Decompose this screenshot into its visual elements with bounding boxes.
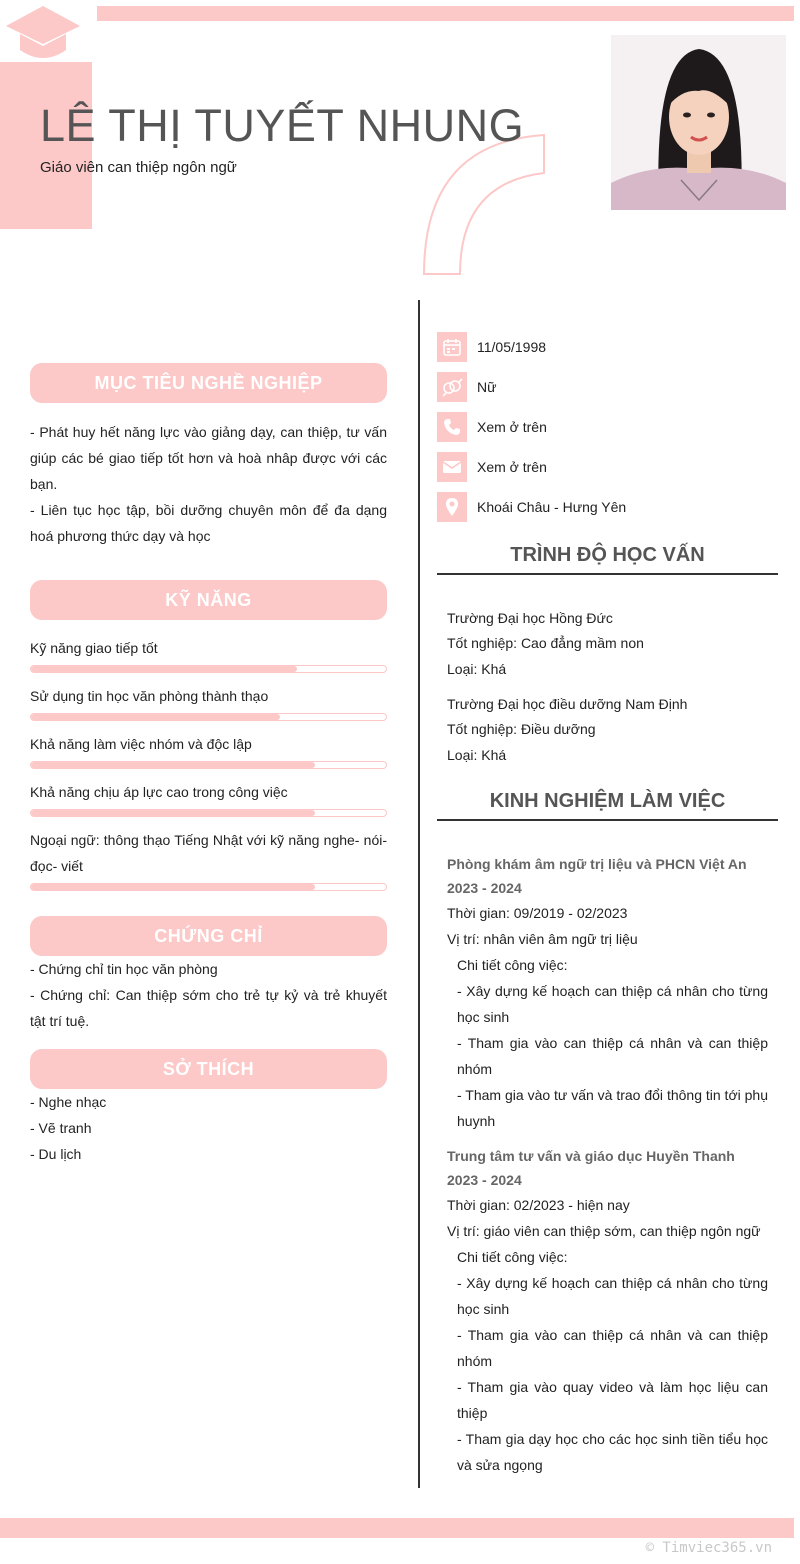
experience-rule: [437, 819, 778, 821]
experience-years: 2023 - 2024: [447, 1172, 522, 1188]
certificate-line-1: - Chứng chỉ tin học văn phòng: [30, 961, 218, 977]
objective-line-1: - Phát huy hết năng lực vào giảng dạy, can thiệp, tư vấn giúp các bé giao tiếp tốt hơn và hoà nhâp được với các bạn.: [30, 424, 387, 492]
experience-years: 2023 - 2024: [447, 880, 522, 896]
experience-time: Thời gian: 09/2019 - 02/2023: [447, 905, 628, 921]
contact-text: Khoái Châu - Hưng Yên: [477, 499, 627, 515]
skill-bar-5: [30, 883, 387, 891]
calendar-icon: [437, 332, 467, 362]
contact-text: 11/05/1998: [477, 339, 547, 355]
experience-detail: - Tham gia vào quay video và làm học liệu can thiệp: [457, 1379, 768, 1421]
hobby-line-3: - Du lịch: [30, 1146, 82, 1162]
gender-icon: [437, 372, 467, 402]
experience-detail: - Tham gia vào can thiệp cá nhân và can thiệp nhóm: [457, 1035, 768, 1077]
experience-position: Vị trí: nhân viên âm ngữ trị liệu: [447, 931, 638, 947]
experience-detail: - Xây dựng kế hoạch can thiệp cá nhân cho từng học sinh: [457, 983, 768, 1025]
hobby-line-2: - Vẽ tranh: [30, 1120, 92, 1136]
experience-company: Trung tâm tư vấn và giáo dục Huyền Thanh: [447, 1148, 735, 1164]
skill-bar-2: [30, 713, 387, 721]
hobby-line-1: - Nghe nhạc: [30, 1094, 107, 1110]
skill-label-5: Ngoại ngữ: thông thạo Tiếng Nhật với kỹ năng nghe- nói- đọc- viết: [30, 832, 387, 874]
email-icon: [437, 452, 467, 482]
experience-details-label: Chi tiết công việc:: [457, 1249, 568, 1265]
experience-company: Phòng khám âm ngữ trị liệu và PHCN Việt An: [447, 856, 747, 872]
education-school: Trường Đại học điều dưỡng Nam Định: [447, 696, 688, 712]
experience-position: Vị trí: giáo viên can thiệp sớm, can thiệp ngôn ngữ: [447, 1223, 761, 1239]
hobbies-heading: SỞ THÍCH: [30, 1049, 387, 1089]
contact-gender: [437, 372, 496, 402]
arc-decoration: [420, 133, 548, 278]
skill-label-2: Sử dụng tin học văn phòng thành thạo: [30, 688, 269, 704]
skill-label-4: Khả năng chịu áp lực cao trong công việc: [30, 784, 288, 800]
education-school: Trường Đại học Hồng Đức: [447, 610, 613, 626]
certificate-line-2: - Chứng chỉ: Can thiệp sớm cho trẻ tự kỷ và trẻ khuyết tật trí tuệ.: [30, 987, 387, 1029]
education-heading: TRÌNH ĐỘ HỌC VẤN: [510, 544, 705, 566]
objective-line-2: - Liên tục học tập, bồi dưỡng chuyên môn để đa dạng hoá phương thức dạy và học: [30, 502, 387, 544]
contact-birthday: [437, 332, 546, 362]
education-degree: Tốt nghiệp: Cao đẳng mầm non: [447, 635, 644, 651]
candidate-name: LÊ THỊ TUYẾT NHUNG: [40, 100, 525, 151]
experience-detail: - Tham gia vào tư vấn và trao đổi thông tin tới phụ huynh: [457, 1087, 768, 1129]
graduation-cap-icon: [4, 4, 82, 62]
contact-phone: [437, 412, 547, 442]
column-divider: [418, 300, 420, 1488]
phone-icon: [437, 412, 467, 442]
experience-time: Thời gian: 02/2023 - hiện nay: [447, 1197, 630, 1213]
skills-heading: KỸ NĂNG: [30, 580, 387, 620]
contact-email: [437, 452, 547, 482]
skill-bar-3: [30, 761, 387, 769]
skill-fill-2: [31, 714, 280, 720]
skill-bar-1: [30, 665, 387, 673]
bottom-decor-bar: [0, 1518, 794, 1538]
experience-heading: KINH NGHIỆM LÀM VIỆC: [489, 790, 726, 812]
skill-fill-4: [31, 810, 315, 816]
job-title: Giáo viên can thiệp ngôn ngữ: [40, 159, 237, 176]
top-decor-bar: [97, 6, 794, 21]
experience-details-label: Chi tiết công việc:: [457, 957, 568, 973]
education-grade: Loại: Khá: [447, 661, 507, 677]
skill-label-1: Kỹ năng giao tiếp tốt: [30, 640, 158, 656]
skill-fill-5: [31, 884, 315, 890]
certificates-heading: CHỨNG CHỈ: [30, 916, 387, 956]
contact-text: Nữ: [477, 379, 497, 395]
skill-label-3: Khả năng làm việc nhóm và độc lập: [30, 736, 252, 752]
skill-fill-3: [31, 762, 315, 768]
education-grade: Loại: Khá: [447, 747, 507, 763]
skill-bar-4: [30, 809, 387, 817]
experience-detail: - Tham gia dạy học cho các học sinh tiền tiểu học và sửa ngọng: [457, 1431, 768, 1473]
watermark: © Timviec365.vn: [645, 1540, 772, 1556]
experience-detail: - Tham gia vào can thiệp cá nhân và can thiệp nhóm: [457, 1327, 768, 1369]
objective-heading: MỤC TIÊU NGHỀ NGHIỆP: [30, 363, 387, 403]
avatar: [611, 35, 786, 210]
contact-text: Xem ở trên: [477, 459, 547, 475]
location-icon: [437, 492, 467, 522]
skill-fill-1: [31, 666, 297, 672]
contact-text: Xem ở trên: [477, 419, 547, 435]
experience-detail: - Xây dựng kế hoạch can thiệp cá nhân cho từng học sinh: [457, 1275, 768, 1317]
education-degree: Tốt nghiệp: Điều dưỡng: [447, 721, 596, 737]
contact-address: [437, 492, 626, 522]
education-rule: [437, 573, 778, 575]
